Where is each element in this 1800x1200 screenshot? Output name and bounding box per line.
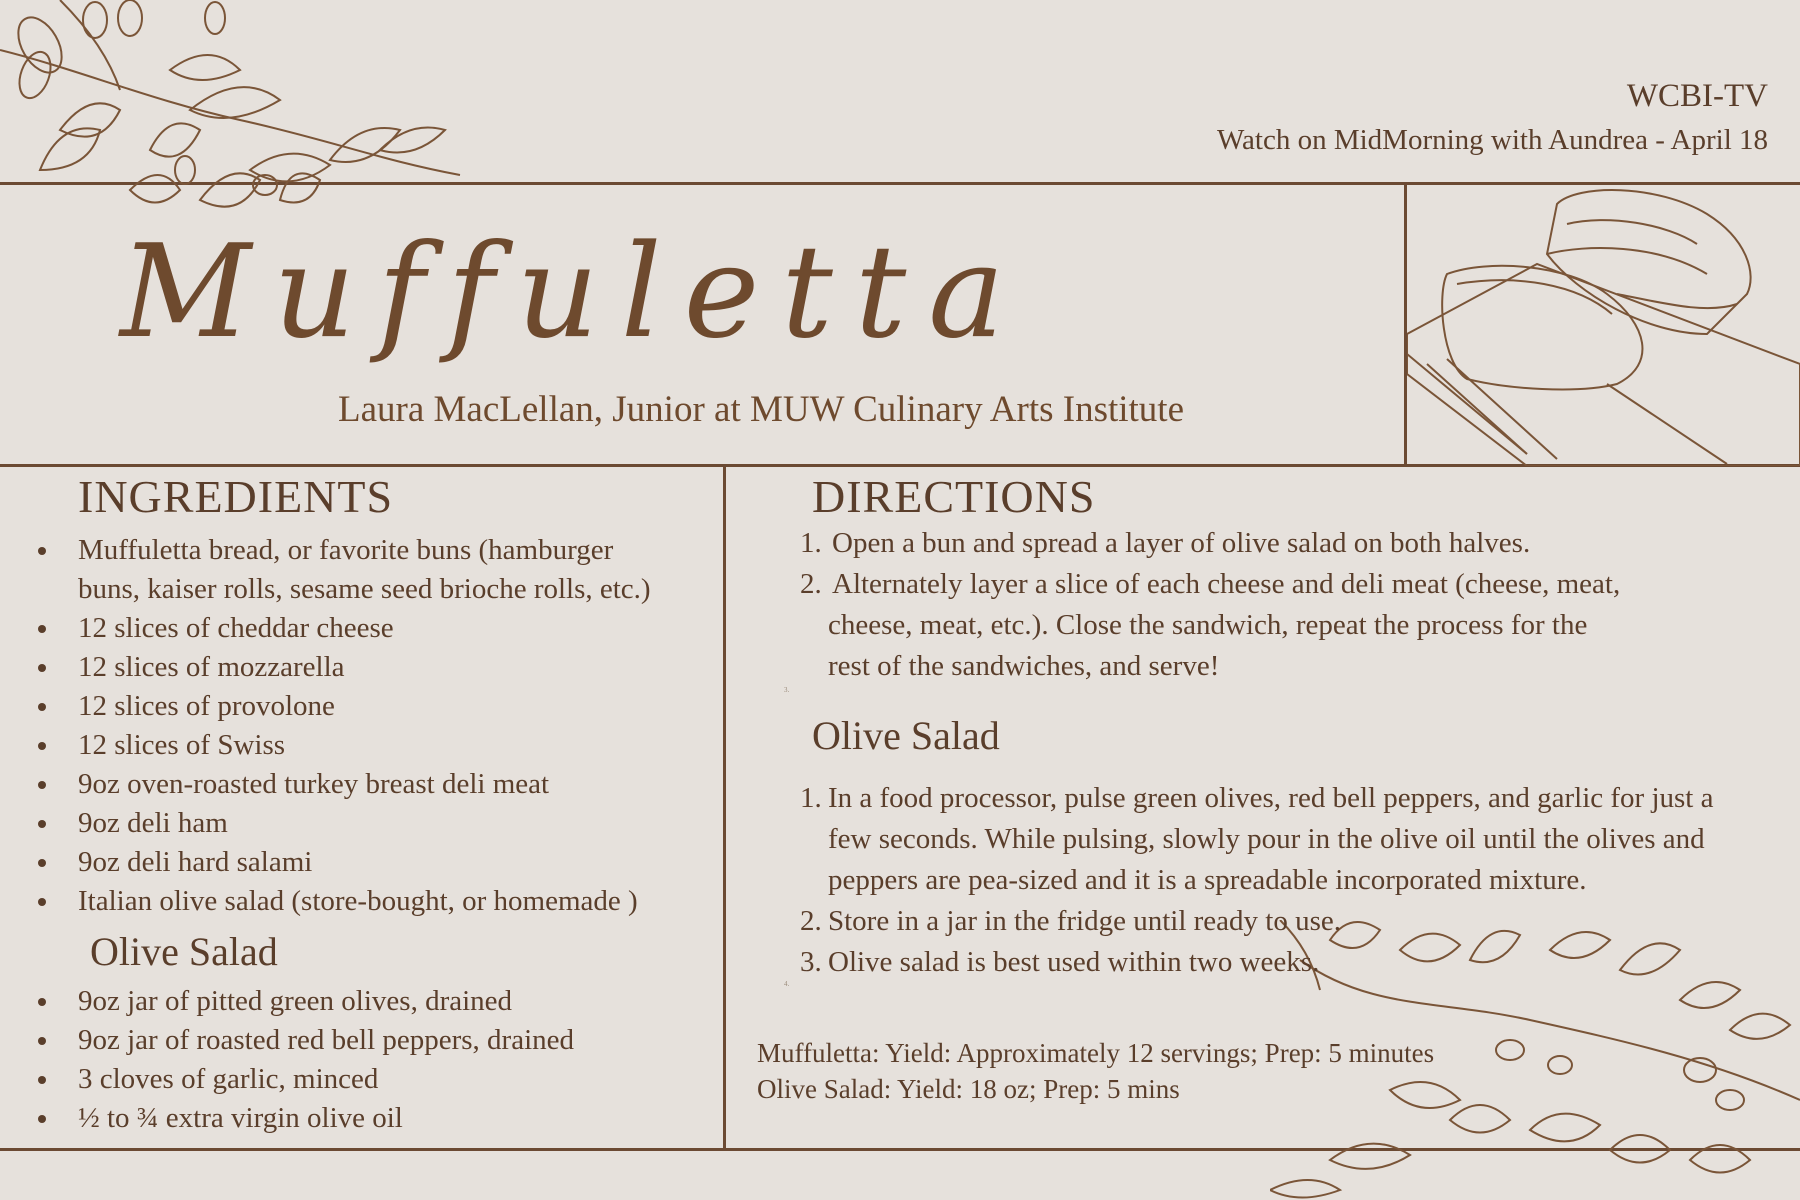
stray-mark: 3. [784,686,790,694]
recipe-title: Muffuletta [120,218,1027,367]
bullet-icon [38,547,46,555]
bullet-icon [38,1115,46,1123]
list-item: 12 slices of Swiss [0,726,700,765]
stray-mark: 4. [784,980,790,988]
column-divider [723,466,726,1151]
list-item: ½ to ¾ extra virgin olive oil [0,1099,700,1138]
list-item: 12 slices of provolone [0,687,700,726]
olive-salad-yield: Olive Salad: Yield: 18 oz; Prep: 5 mins [757,1074,1180,1104]
bullet-icon [38,859,46,867]
bullet-icon [38,898,46,906]
bullet-icon [38,781,46,789]
bullet-icon [38,998,46,1006]
directions-heading: DIRECTIONS [812,471,1096,522]
list-item: 2. Alternately layer a slice of each cheese and deli meat (cheese, meat, cheese, meat, etc.). Close the sandwich, repeat the process for the rest of the sandwiches, and serve! [800,564,1700,687]
list-item: 12 slices of mozzarella [0,648,700,687]
bullet-icon [38,742,46,750]
bullet-icon [38,664,46,672]
list-item: 9oz jar of pitted green olives, drained [0,982,700,1021]
bullet-icon [38,703,46,711]
olive-salad-ingredients-heading: Olive Salad [90,929,278,974]
bullet-icon [38,820,46,828]
olive-salad-directions-list [800,778,1785,983]
list-item: Italian olive salad (store-bought, or homemade ) [0,882,700,921]
list-item: 3. Olive salad is best used within two weeks. [800,942,1785,983]
ingredients-list [0,531,700,921]
olive-salad-ingredients-list [0,982,700,1138]
list-item: 1. In a food processor, pulse green olives, red bell peppers, and garlic for just a few seconds. While pulsing, slowly pour in the olive oil until the olives and peppers are pea-sized and it is a spreadable incorporated mixture. [800,778,1785,901]
step-number: 1. [800,782,822,814]
step-number: 1. [800,527,822,559]
ingredients-heading: INGREDIENTS [78,471,394,522]
list-item: 9oz deli hard salami [0,843,700,882]
step-number: 2. [800,905,822,937]
step-number: 2. [800,568,822,600]
muffuletta-yield: Muffuletta: Yield: Approximately 12 servings; Prep: 5 minutes [757,1038,1435,1068]
station-name: WCBI-TV [1626,78,1768,114]
watch-info: Watch on MidMorning with Aundrea - April 18 [1216,124,1768,156]
olive-salad-directions-heading: Olive Salad [812,713,1000,758]
list-item: 2. Store in a jar in the fridge until ready to use. [800,901,1785,942]
olive-branch-top-left-icon [0,0,470,250]
bullet-icon [38,1076,46,1084]
list-item: 9oz oven-roasted turkey breast deli meat [0,765,700,804]
bullet-icon [38,1037,46,1045]
list-item: Muffuletta bread, or favorite buns (hamburger buns, kaiser rolls, sesame seed brioche rolls, etc.) [0,531,700,609]
directions-list [800,523,1700,687]
recipe-author: Laura MacLellan, Junior at MUW Culinary Arts Institute [338,389,1185,430]
list-item: 9oz jar of roasted red bell peppers, drained [0,1021,700,1060]
list-item: 3 cloves of garlic, minced [0,1060,700,1099]
list-item: 9oz deli ham [0,804,700,843]
list-item: 12 slices of cheddar cheese [0,609,700,648]
step-number: 3. [800,946,822,978]
bread-loaf-illustration-icon [1407,184,1800,466]
bullet-icon [38,625,46,633]
list-item: 1. Open a bun and spread a layer of olive salad on both halves. [800,523,1700,564]
